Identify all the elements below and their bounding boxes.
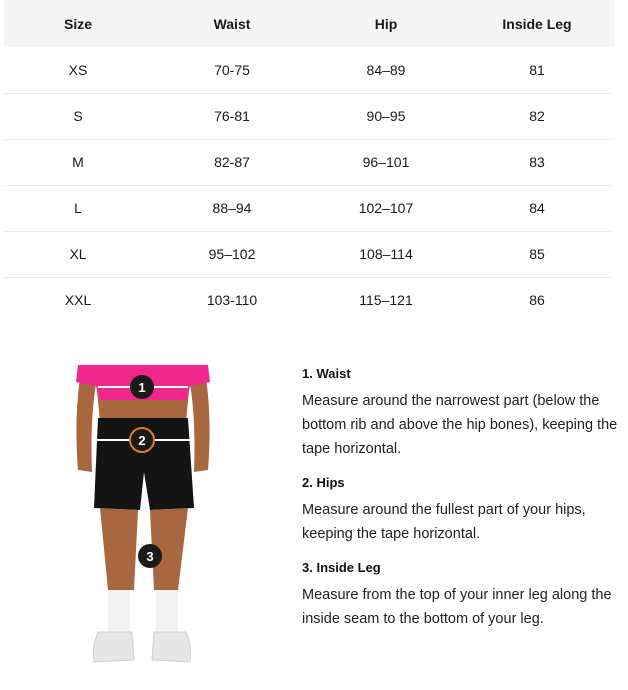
- header-inside-leg: Inside Leg: [502, 15, 572, 32]
- cell-inside-leg: 82: [529, 108, 545, 124]
- table-row: [4, 93, 614, 139]
- table-row: [4, 47, 614, 93]
- svg-text:3: 3: [146, 549, 154, 564]
- cell-hip: 96–101: [362, 154, 410, 170]
- cell-hip: 102–107: [358, 200, 414, 216]
- cell-hip: 90–95: [366, 108, 406, 124]
- cell-size: S: [73, 108, 83, 124]
- measurement-figure: [68, 360, 218, 670]
- guide-title-hips: 2. Hips: [302, 475, 345, 490]
- right-arm: [190, 378, 210, 472]
- cell-waist: 103-110: [206, 292, 258, 309]
- cell-waist: 82-87: [214, 154, 250, 170]
- table-row: [4, 277, 614, 323]
- body-illustration: [68, 360, 218, 670]
- cell-hip: 84–89: [366, 61, 406, 78]
- left-arm: [76, 378, 96, 472]
- guide-title-inside-leg: 3. Inside Leg: [302, 560, 381, 575]
- svg-text:2: 2: [138, 433, 146, 448]
- guide-text-hips: Measure around the fullest part of your hips, keeping the tape horizontal.: [302, 502, 586, 542]
- table-header-row: [4, 0, 614, 47]
- header-waist: Waist: [213, 15, 251, 32]
- cell-inside-leg: 83: [529, 154, 545, 170]
- marker-1: [130, 375, 154, 399]
- cell-inside-leg: 86: [529, 292, 545, 309]
- cell-size: M: [72, 154, 84, 170]
- left-leg: [100, 508, 138, 590]
- marker-2: [130, 428, 154, 452]
- svg-text:1: 1: [138, 380, 146, 395]
- cell-inside-leg: 81: [529, 61, 545, 78]
- measurement-guide: [302, 366, 622, 645]
- header-size: Size: [63, 15, 92, 32]
- cell-waist: 70-75: [214, 61, 250, 78]
- right-shoe: [152, 632, 191, 662]
- cell-hip: 115–121: [359, 292, 413, 309]
- cell-waist: 76-81: [214, 108, 250, 124]
- guide-text-inside-leg: Measure from the top of your inner leg along the inside seam to the bottom of your leg.: [302, 587, 612, 627]
- table-row: [4, 231, 614, 277]
- header-hip: Hip: [374, 15, 398, 32]
- right-sock: [156, 590, 178, 632]
- size-chart-table: [4, 0, 614, 323]
- cell-inside-leg: 84: [529, 200, 545, 216]
- cell-inside-leg: 85: [529, 246, 545, 262]
- cell-hip: 108–114: [359, 246, 413, 262]
- left-sock: [108, 590, 130, 632]
- cell-size: XL: [69, 246, 87, 262]
- cell-waist: 95–102: [208, 246, 256, 262]
- cell-waist: 88–94: [212, 200, 252, 216]
- cell-size: L: [74, 200, 82, 216]
- left-shoe: [94, 632, 135, 662]
- marker-3: [138, 544, 162, 568]
- guide-text-waist: Measure around the narrowest part (below the bottom rib and above the hip bones), keeping the tape horizontal.: [302, 393, 618, 457]
- cell-size: XXL: [64, 292, 92, 309]
- guide-title-waist: 1. Waist: [302, 366, 351, 381]
- table-row: [4, 139, 614, 185]
- table-row: [4, 185, 614, 231]
- cell-size: XS: [68, 61, 88, 78]
